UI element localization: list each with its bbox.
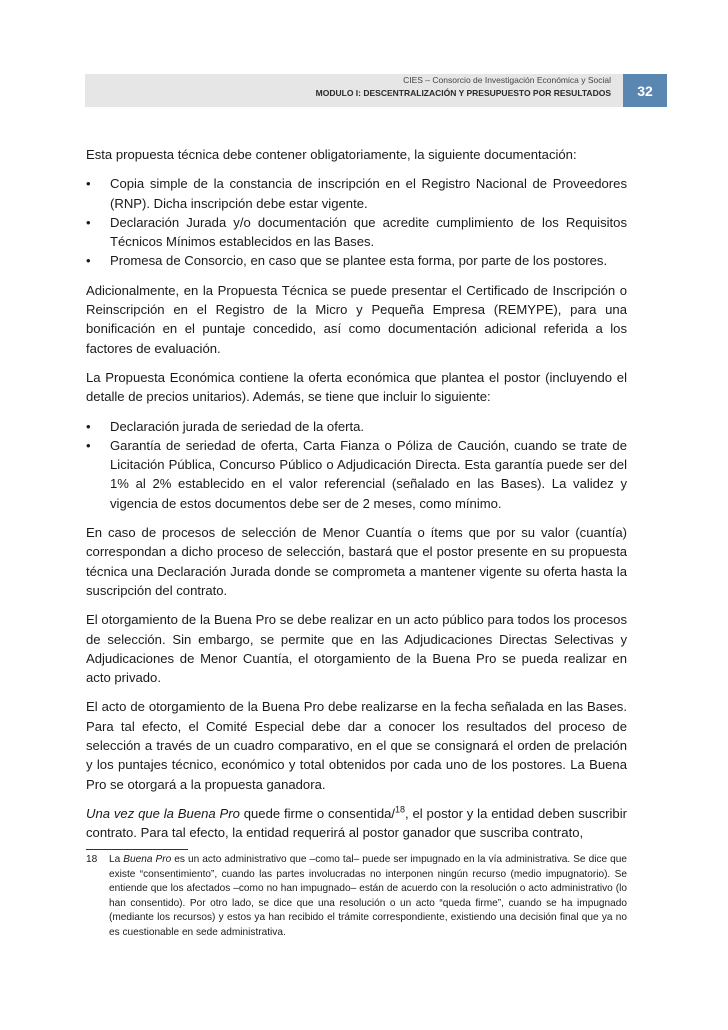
italic-text: Buena Pro bbox=[123, 854, 172, 865]
paragraph-economic-proposal: La Propuesta Económica contiene la oferta económica que plantea el postor (incluyendo el detalle de precios unitarios). Además, se tiene que incluir lo siguiente: bbox=[86, 369, 627, 405]
page-number: 32 bbox=[623, 74, 667, 107]
bullet-list-technical-docs bbox=[86, 174, 627, 270]
header-organization: CIES – Consorcio de Investigación Económica y Social bbox=[403, 75, 611, 85]
footnote-number: 18 bbox=[86, 854, 98, 865]
header-module-title: MODULO I: DESCENTRALIZACIÓN Y PRESUPUESTO POR RESULTADOS bbox=[315, 88, 611, 98]
bullet-list-economic-docs bbox=[86, 417, 627, 513]
page-body bbox=[86, 145, 627, 853]
footnote bbox=[86, 853, 627, 941]
paragraph-buena-pro-date: El acto de otorgamiento de la Buena Pro debe realizarse en la fecha señalada en las Bases. Para tal efecto, el Comité Especial debe dar a conocer los resultados del proceso de selección a través de un cuadro comparativo, en el que se consignará el orden de prelación y los puntajes técnico, económico y total obtenidos por cada uno de los postores. La Buena Pro se otorgará a la propuesta ganadora. bbox=[86, 699, 627, 792]
paragraph-contract bbox=[86, 804, 627, 843]
italic-text: Una vez que la Buena Pro bbox=[86, 805, 240, 821]
list-item: • Copia simple de la constancia de inscripción en el Registro Nacional de Proveedores (RNP). Dicha inscripción debe estar vigente. bbox=[86, 174, 627, 213]
list-item: • Declaración jurada de seriedad de la oferta. bbox=[86, 417, 627, 436]
text-span: La bbox=[109, 854, 124, 865]
footnote-separator bbox=[86, 849, 188, 850]
list-item: • Declaración Jurada y/o documentación que acredite cumplimiento de los Requisitos Técnicos Mínimos establecidos en las Bases. bbox=[86, 213, 627, 252]
footnote-reference[interactable]: 18 bbox=[395, 804, 406, 815]
footnote-text bbox=[109, 853, 627, 941]
list-item: • Promesa de Consorcio, en caso que se plantee esta forma, por parte de los postores. bbox=[86, 251, 627, 270]
paragraph-buena-pro-act: El otorgamiento de la Buena Pro se debe realizar en un acto público para todos los procesos de selección. Sin embargo, se permite que en las Adjudicaciones Directas Selectivas y Adjudicaciones de Menor Cuantía, el otorgamiento de la Buena Pro se pueda realizar en acto privado. bbox=[86, 612, 627, 686]
paragraph-menor-cuantia: En caso de procesos de selección de Menor Cuantía o ítems que por su valor (cuantía) correspondan a dicho proceso de selección, bastará que el postor presente en su propuesta técnica una Declaración Jurada donde se comprometa a mantener vigente su oferta hasta la suscripción del contrato. bbox=[86, 525, 627, 598]
text-span: es un acto administrativo que –como tal– puede ser impugnado en la vía administrativa. Se dice que existe “consentimiento”, cuando las partes involucradas no interponen ningún recurso (medio impugnatorio). Se entiende que los afectados –como no han impugnado– están de acuerdo con la resolución o acto administrativo (lo han consentido). Por otro lado, se dice que una resolución o un acto “queda firme”, cuando se ha impugnado (mediante los recursos) y estos ya han recibido el trámite correspondiente, existiendo una decisión final que ya no es cuestionable en sede administrativa. bbox=[109, 854, 627, 938]
text-span: , el postor y la entidad deben suscribir contrato. Para tal efecto, la entidad requerirá al postor ganador que suscriba contrato, bbox=[86, 805, 627, 841]
paragraph-intro: Esta propuesta técnica debe contener obligatoriamente, la siguiente documentación: bbox=[86, 147, 577, 162]
paragraph-remype: Adicionalmente, en la Propuesta Técnica se puede presentar el Certificado de Inscripción o Reinscripción en el Registro de la Micro y Pequeña Empresa (REMYPE), para una bonificación en el puntaje concedido, así como documentación adicional referida a los factores de evaluación. bbox=[86, 282, 627, 356]
list-item: • Garantía de seriedad de oferta, Carta Fianza o Póliza de Caución, cuando se trate de Licitación Pública, Concurso Público o Adjudicación Directa. Esta garantía puede ser del 1% al 2% establecido en el valor referencial (señalado en las Bases). La validez y vigencia de estos documentos debe ser de 2 meses, como mínimo. bbox=[86, 436, 627, 513]
text-span: quede firme o consentida/ bbox=[239, 805, 396, 821]
